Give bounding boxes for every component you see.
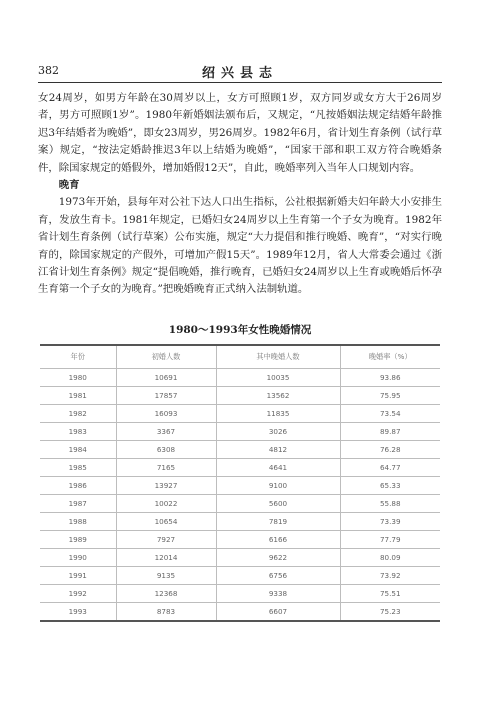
cell-first-marriages: 13927	[116, 477, 216, 495]
table-row	[40, 549, 440, 567]
cell-late-marriages: 10035	[216, 369, 340, 387]
cell-late-marriage-rate: 80.09	[340, 549, 440, 567]
table-row	[40, 513, 440, 531]
cell-late-marriages: 13562	[216, 387, 340, 405]
cell-late-marriages: 4812	[216, 441, 340, 459]
table-row	[40, 423, 440, 441]
cell-late-marriage-rate: 76.28	[340, 441, 440, 459]
table-row	[40, 585, 440, 603]
cell-first-marriages: 7165	[116, 459, 216, 477]
cell-year: 1991	[40, 567, 116, 585]
section-heading: 晚育	[58, 179, 80, 192]
cell-late-marriage-rate: 64.77	[340, 459, 440, 477]
cell-year: 1985	[40, 459, 116, 477]
column-header-late-marriage-rate: 晚婚率（%）	[340, 345, 440, 369]
cell-year: 1981	[40, 387, 116, 405]
cell-first-marriages: 7927	[116, 531, 216, 549]
cell-first-marriages: 10022	[116, 495, 216, 513]
table-row	[40, 531, 440, 549]
column-header-late-marriages: 其中晚婚人数	[216, 345, 340, 369]
table-row	[40, 459, 440, 477]
table-title: 1980～1993年女性晚婚情况	[168, 324, 312, 336]
cell-late-marriage-rate: 73.54	[340, 405, 440, 423]
table-row	[40, 441, 440, 459]
cell-year: 1986	[40, 477, 116, 495]
paragraph-late-childbearing: 1973年开始，县每年对公社下达人口出生指标，公社根据新婚夫妇年龄大小安排生育，发放生育卡。1981年规定，已婚妇女24周岁以上生育第一个子女为晚育。1982年省计划生育条例（试行草案）公布实施，规定“大力提倡和推行晚婚、晚育”，“对实行晚育的，除国家规定的产假外，可增加产假15天”。1989年12月，省人大常委会通过《浙江省计划生育条例》规定“提倡晚婚，推行晚育，已婚妇女24周岁以上生育或晚婚后怀孕生育第一个子女的为晚育。”把晚婚晚育正式纳入法制轨道。	[38, 196, 442, 296]
column-header-first-marriages: 初婚人数	[116, 345, 216, 369]
cell-late-marriage-rate: 55.88	[340, 495, 440, 513]
cell-late-marriages: 9100	[216, 477, 340, 495]
cell-late-marriages: 5600	[216, 495, 340, 513]
paragraph-marriage: 女24周岁，如男方年龄在30周岁以上，女方可照顾1岁，双方同岁或女方大于26周岁者，男方可照顾1岁”。1980年新婚姻法颁布后，又规定，“凡按婚姻法规定结婚年龄推迟3年结婚者为晚婚”，即女23周岁，男26周岁。1982年6月，省计划生育条例（试行草案）规定，“按法定婚龄推迟3年以上结婚为晚婚”，“国家干部和职工双方符合晚婚条件，除国家规定的婚假外，增加婚假12天”，自此，晚婚率列入当年人口规划内容。	[38, 92, 442, 174]
table-row	[40, 387, 440, 405]
cell-first-marriages: 16093	[116, 405, 216, 423]
cell-year: 1990	[40, 549, 116, 567]
table-row	[40, 603, 440, 622]
cell-first-marriages: 17857	[116, 387, 216, 405]
cell-first-marriages: 10691	[116, 369, 216, 387]
cell-year: 1987	[40, 495, 116, 513]
page-number: 382	[38, 64, 59, 77]
cell-late-marriage-rate: 77.79	[340, 531, 440, 549]
cell-first-marriages: 3367	[116, 423, 216, 441]
table-header-row	[40, 345, 440, 369]
cell-first-marriages: 12368	[116, 585, 216, 603]
cell-first-marriages: 12014	[116, 549, 216, 567]
cell-late-marriages: 7819	[216, 513, 340, 531]
cell-late-marriages: 6756	[216, 567, 340, 585]
cell-first-marriages: 10654	[116, 513, 216, 531]
cell-late-marriage-rate: 73.39	[340, 513, 440, 531]
cell-late-marriages: 6166	[216, 531, 340, 549]
cell-first-marriages: 6308	[116, 441, 216, 459]
cell-year: 1983	[40, 423, 116, 441]
cell-late-marriage-rate: 93.86	[340, 369, 440, 387]
table-row	[40, 495, 440, 513]
cell-year: 1982	[40, 405, 116, 423]
cell-year: 1984	[40, 441, 116, 459]
cell-late-marriages: 6607	[216, 603, 340, 622]
table-row	[40, 369, 440, 387]
body-text	[38, 90, 442, 299]
cell-late-marriage-rate: 65.33	[340, 477, 440, 495]
cell-late-marriages: 9622	[216, 549, 340, 567]
table-row	[40, 477, 440, 495]
cell-late-marriages: 9338	[216, 585, 340, 603]
cell-late-marriages: 3026	[216, 423, 340, 441]
cell-late-marriage-rate: 75.51	[340, 585, 440, 603]
table-row	[40, 567, 440, 585]
cell-year: 1993	[40, 603, 116, 622]
column-header-year: 年份	[40, 345, 116, 369]
cell-late-marriage-rate: 73.92	[340, 567, 440, 585]
cell-late-marriage-rate: 89.87	[340, 423, 440, 441]
cell-late-marriages: 11835	[216, 405, 340, 423]
table-row	[40, 405, 440, 423]
page-header	[38, 62, 442, 82]
book-title: 绍兴县志	[201, 66, 278, 81]
cell-year: 1992	[40, 585, 116, 603]
cell-late-marriage-rate: 75.95	[340, 387, 440, 405]
cell-late-marriage-rate: 75.23	[340, 603, 440, 622]
cell-year: 1988	[40, 513, 116, 531]
cell-late-marriages: 4641	[216, 459, 340, 477]
cell-first-marriages: 9135	[116, 567, 216, 585]
cell-year: 1980	[40, 369, 116, 387]
late-marriage-table	[40, 344, 440, 622]
header-rule	[38, 82, 442, 83]
cell-first-marriages: 8783	[116, 603, 216, 622]
cell-year: 1989	[40, 531, 116, 549]
